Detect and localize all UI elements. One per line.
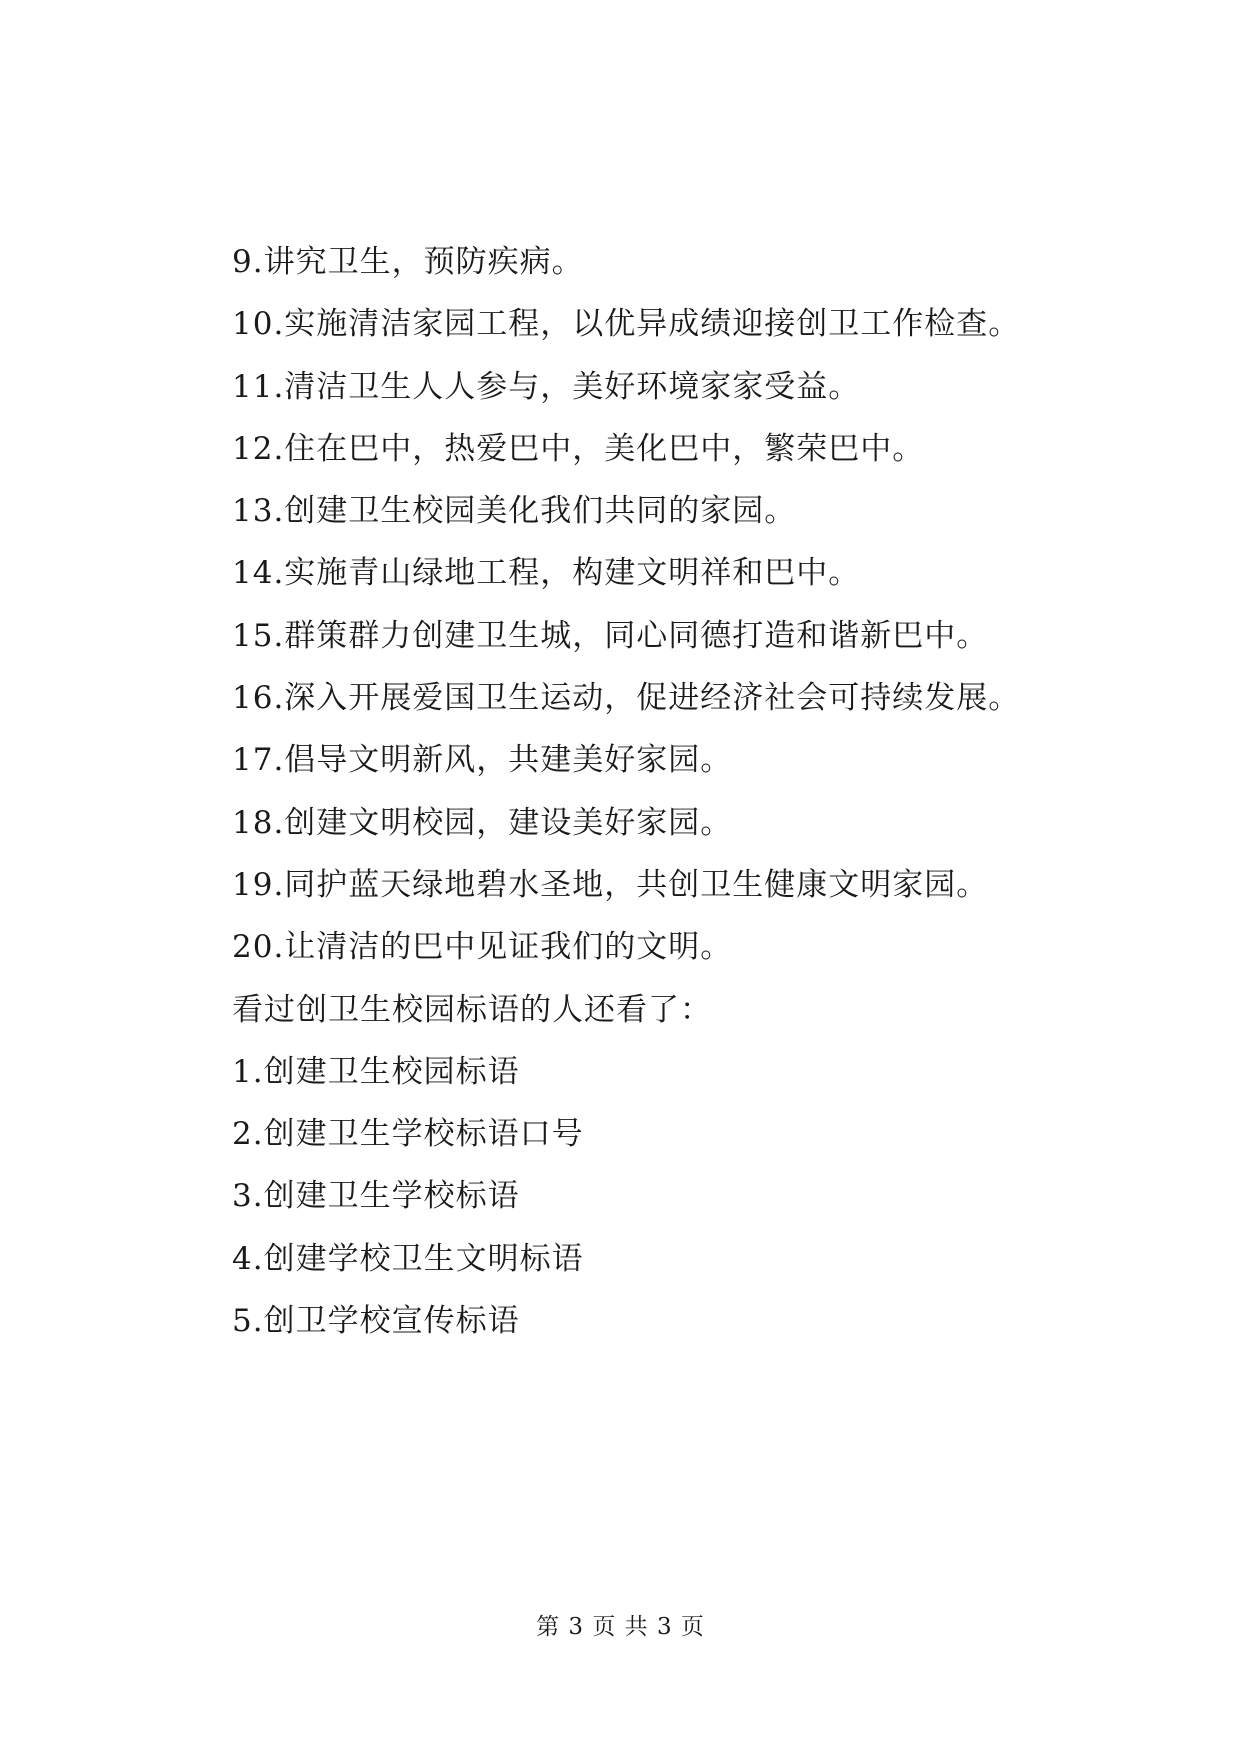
slogan-line-20: 20.让清洁的巴中见证我们的文明。: [232, 929, 733, 966]
slogan-line-13: 13.创建卫生校园美化我们共同的家园。: [232, 493, 797, 530]
slogan-line-14: 14.实施青山绿地工程，构建文明祥和巴中。: [232, 555, 861, 592]
related-link-4: 4.创建学校卫生文明标语: [232, 1240, 584, 1277]
slogan-line-9: 9.讲究卫生，预防疾病。: [232, 244, 584, 280]
related-heading: 看过创卫生校园标语的人还看了：: [232, 991, 712, 1028]
related-link-2: 2.创建卫生学校标语口号: [232, 1116, 584, 1153]
slogan-line-10: 10.实施清洁家园工程，以优异成绩迎接创卫工作检查。: [232, 306, 1021, 343]
slogan-line-17: 17.倡导文明新风，共建美好家园。: [232, 742, 733, 779]
slogan-line-18: 18.创建文明校园，建设美好家园。: [232, 804, 733, 841]
page-number-footer: 第 3 页 共 3 页: [536, 1614, 705, 1640]
slogan-line-12: 12.住在巴中，热爱巴中，美化巴中，繁荣巴中。: [232, 430, 925, 467]
related-link-3: 3.创建卫生学校标语: [232, 1178, 520, 1215]
related-link-1: 1.创建卫生校园标语: [232, 1053, 520, 1090]
slogan-line-19: 19.同护蓝天绿地碧水圣地，共创卫生健康文明家园。: [232, 866, 989, 903]
document-body: [232, 231, 1132, 1352]
related-link-5: 5.创卫学校宣传标语: [232, 1303, 520, 1340]
slogan-line-11: 11.清洁卫生人人参与，美好环境家家受益。: [232, 368, 861, 405]
slogan-line-15: 15.群策群力创建卫生城，同心同德打造和谐新巴中。: [232, 617, 989, 654]
slogan-line-16: 16.深入开展爱国卫生运动，促进经济社会可持续发展。: [232, 680, 1021, 717]
